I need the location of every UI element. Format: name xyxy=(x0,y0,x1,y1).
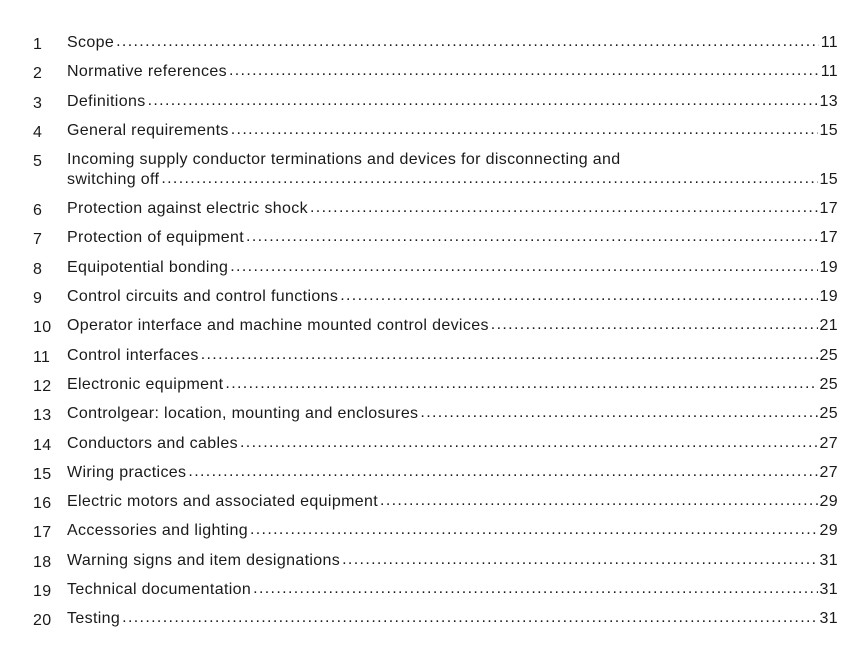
dot-leader xyxy=(148,91,818,111)
toc-entry-title: Protection against electric shock xyxy=(67,200,308,218)
toc-entry-page: 15 xyxy=(819,171,838,189)
toc-entry[interactable] xyxy=(33,551,838,580)
toc-entry-number: 3 xyxy=(33,94,43,112)
toc-entry-page: 19 xyxy=(819,288,838,306)
toc-entry-title: Controlgear: location, mounting and enclosures xyxy=(67,405,419,423)
toc-entry[interactable] xyxy=(33,492,838,521)
toc-entry-title: Definitions xyxy=(67,92,146,110)
dot-leader xyxy=(246,227,817,247)
toc-entry[interactable] xyxy=(33,609,838,638)
toc-entry-number: 10 xyxy=(33,319,52,337)
toc-entry-page: 31 xyxy=(819,610,838,628)
toc-entry-title: Equipotential bonding xyxy=(67,258,229,276)
toc-entry[interactable] xyxy=(33,463,838,492)
toc-entry-page: 25 xyxy=(819,405,838,423)
dot-leader xyxy=(253,579,817,599)
dot-leader xyxy=(188,462,817,482)
toc-entry[interactable] xyxy=(33,92,838,121)
toc-entry[interactable] xyxy=(33,62,838,91)
toc-entry-number: 2 xyxy=(33,65,43,83)
toc-entry-page: 27 xyxy=(819,463,838,481)
toc-entry-page: 19 xyxy=(819,258,838,276)
toc-entry-number: 1 xyxy=(33,36,43,53)
toc-entry-title-line2: switching off xyxy=(67,171,160,189)
toc-entry-number: 18 xyxy=(33,553,52,571)
toc-entry-number: 17 xyxy=(33,524,52,542)
toc-entry[interactable] xyxy=(33,316,838,345)
toc-entry-page: 31 xyxy=(819,581,838,599)
toc-entry-title: Control circuits and control functions xyxy=(67,288,339,306)
toc-entry-title-line1: Incoming supply conductor terminations and devices for disconnecting and xyxy=(67,151,621,169)
toc-entry[interactable] xyxy=(33,287,838,316)
toc-entry-number: 7 xyxy=(33,231,43,249)
dot-leader xyxy=(310,198,818,218)
toc-entry-title: Control interfaces xyxy=(67,346,199,364)
toc-entry-page: 29 xyxy=(819,493,838,511)
dot-leader xyxy=(342,550,817,570)
toc-entry-title: General requirements xyxy=(67,121,229,139)
dot-leader xyxy=(420,403,817,423)
toc-entry-number: 16 xyxy=(33,495,52,513)
toc-entry[interactable] xyxy=(33,404,838,433)
dot-leader xyxy=(491,315,818,335)
toc-entry-page: 13 xyxy=(819,92,838,110)
toc-entry-number: 12 xyxy=(33,377,52,395)
toc-entry-title: Technical documentation xyxy=(67,581,252,599)
toc-entry-number: 20 xyxy=(33,612,52,630)
toc-entry-number: 5 xyxy=(33,153,43,171)
toc-entry-title: Operator interface and machine mounted control devices xyxy=(67,317,489,335)
dot-leader xyxy=(229,61,819,81)
toc-entry-page: 21 xyxy=(819,317,838,335)
toc-entry-title: Accessories and lighting xyxy=(67,522,248,540)
toc-entry-page: 25 xyxy=(819,375,838,393)
toc-entry-page: 11 xyxy=(820,34,838,51)
dot-leader xyxy=(250,520,818,540)
dot-leader xyxy=(122,608,817,628)
toc-entry-title: Testing xyxy=(67,610,121,628)
dot-leader xyxy=(116,32,819,52)
toc-entry[interactable] xyxy=(33,150,838,199)
toc-entry-number: 8 xyxy=(33,260,43,278)
toc-entry-page: 11 xyxy=(820,63,838,81)
dot-leader xyxy=(340,286,817,306)
toc-entry-page: 25 xyxy=(819,346,838,364)
toc-entry[interactable] xyxy=(33,33,838,62)
toc-entry-title: Warning signs and item designations xyxy=(67,551,341,569)
toc-entry-title: Electric motors and associated equipment xyxy=(67,493,379,511)
dot-leader xyxy=(201,345,818,365)
toc-entry-title: Protection of equipment xyxy=(67,229,245,247)
toc-entry-number: 19 xyxy=(33,583,52,601)
toc-entry-title: Electronic equipment xyxy=(67,375,224,393)
toc-entry[interactable] xyxy=(33,121,838,150)
toc-entry-number: 13 xyxy=(33,407,52,425)
dot-leader xyxy=(225,374,817,394)
toc-entry-number: 4 xyxy=(33,123,43,141)
toc-entry-title: Conductors and cables xyxy=(67,434,239,452)
toc-entry[interactable] xyxy=(33,346,838,375)
toc-entry[interactable] xyxy=(33,434,838,463)
toc-entry-page: 27 xyxy=(819,434,838,452)
toc-entry-title: Scope xyxy=(67,34,115,51)
dot-leader xyxy=(230,257,817,277)
dot-leader xyxy=(161,169,817,189)
toc-entry-title: Normative references xyxy=(67,63,227,81)
table-of-contents xyxy=(33,33,838,639)
toc-entry-number: 6 xyxy=(33,202,43,220)
toc-entry-page: 17 xyxy=(819,200,838,218)
toc-entry-number: 9 xyxy=(33,290,43,308)
dot-leader xyxy=(380,491,817,511)
toc-entry-page: 17 xyxy=(819,229,838,247)
toc-entry[interactable] xyxy=(33,228,838,257)
toc-entry-page: 15 xyxy=(819,121,838,139)
toc-entry-number: 14 xyxy=(33,436,52,454)
toc-entry-page: 29 xyxy=(819,522,838,540)
toc-entry-number: 11 xyxy=(33,348,51,366)
toc-entry[interactable] xyxy=(33,375,838,404)
toc-entry[interactable] xyxy=(33,580,838,609)
toc-entry-title: Wiring practices xyxy=(67,463,187,481)
toc-entry-number: 15 xyxy=(33,465,52,483)
toc-entry[interactable] xyxy=(33,258,838,287)
dot-leader xyxy=(231,120,818,140)
toc-entry-page: 31 xyxy=(819,551,838,569)
toc-entry[interactable] xyxy=(33,199,838,228)
toc-entry[interactable] xyxy=(33,521,838,550)
dot-leader xyxy=(240,433,817,453)
